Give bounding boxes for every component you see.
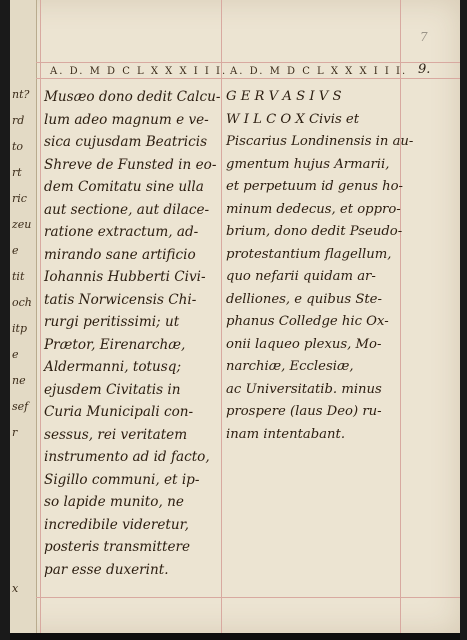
manuscript-page <box>10 0 460 633</box>
text-line: tatis Norwicensis Chi- <box>44 291 197 308</box>
margin-fragment: ne <box>12 374 26 387</box>
folio-number: 9. <box>418 62 431 77</box>
margin-fragment: ric <box>12 192 27 205</box>
pencil-page-number: 7 <box>420 30 428 44</box>
facing-page-edge <box>10 0 37 633</box>
text-line: Iohannis Hubberti Civi- <box>44 269 206 285</box>
margin-fragment: e <box>12 244 19 257</box>
right-column-header: A. D. M D C L X X X I I I. <box>230 66 408 77</box>
bottom-rule <box>36 597 460 598</box>
margin-fragment: tit <box>12 270 25 283</box>
text-line: Aldermanni, totusq; <box>44 359 182 375</box>
left-text-column <box>44 86 220 581</box>
text-line: lum adeo magnum e ve- <box>44 111 209 128</box>
text-line: prospere (laus Deo) ru- <box>226 404 382 419</box>
margin-fragment: rt <box>12 166 22 179</box>
text-line: phanus Colledge hic Ox- <box>226 314 389 329</box>
text-line: Sigillo communi, et ip- <box>44 471 200 488</box>
left-column-header: A. D. M D C L X X X I I I. <box>50 66 228 77</box>
text-line: incredibile videretur, <box>44 516 189 533</box>
margin-fragment: e <box>12 348 19 361</box>
right-text-column <box>226 86 413 446</box>
header-rule-bottom <box>36 78 460 79</box>
text-line: onii laqueo plexus, Mo- <box>226 336 382 352</box>
text-line: delliones, e quibus Ste- <box>226 291 382 307</box>
text-line: rurgi peritissimi; ut <box>44 314 180 330</box>
text-line: quo nefarii quidam ar- <box>226 269 376 284</box>
margin-fragment: x <box>12 582 19 595</box>
text-line: posteris transmittere <box>44 539 191 555</box>
text-line: brium, dono dedit Pseudo- <box>226 224 403 239</box>
text-line: dem Comitatu sine ulla <box>44 179 204 195</box>
text-line: G E R V A S I V S <box>226 89 342 104</box>
margin-fragment: itp <box>12 322 27 335</box>
text-line: Prætor, Eirenarchæ, <box>44 336 186 353</box>
text-line: sica cujusdam Beatricis <box>44 134 208 150</box>
left-margin-rule <box>40 0 41 633</box>
text-line: so lapide munito, ne <box>44 494 184 510</box>
margin-fragment: nt? <box>12 88 30 101</box>
text-line: W I L C O X Civis et <box>226 111 360 127</box>
text-line: mirando sane artificio <box>44 246 196 263</box>
text-line: instrumento ad id facto, <box>44 449 210 465</box>
text-line: minum dedecus, et oppro- <box>226 201 401 217</box>
margin-fragment: och <box>12 296 32 309</box>
header-rule-top <box>36 62 460 63</box>
text-line: inam intentabant. <box>226 426 346 442</box>
margin-fragment: zeu <box>12 218 32 231</box>
text-line: narchiæ, Ecclesiæ, <box>226 359 354 374</box>
text-line: aut sectione, aut dilace- <box>44 201 210 218</box>
text-line: par esse duxerint. <box>44 561 169 578</box>
text-line: protestantium flagellum, <box>226 246 392 262</box>
text-line: et perpetuum id genus ho- <box>226 179 404 194</box>
page-bottom-edge <box>10 633 460 640</box>
margin-fragment: r <box>12 426 18 439</box>
column-divider-rule <box>221 0 222 633</box>
text-line: ratione extractum, ad- <box>44 224 199 240</box>
margin-fragment: rd <box>12 114 25 127</box>
text-line: sessus, rei veritatem <box>44 426 188 443</box>
text-line: Curia Municipali con- <box>44 404 194 420</box>
text-line: Shreve de Funsted in eo- <box>44 156 217 173</box>
margin-fragment: to <box>12 140 24 153</box>
margin-fragment: sef <box>12 400 29 413</box>
text-line: gmentum hujus Armarii, <box>226 156 390 172</box>
text-line: ac Universitatib. minus <box>226 381 382 397</box>
text-line: Musæo dono dedit Calcu- <box>44 89 221 105</box>
text-line: Piscarius Londinensis in au- <box>226 134 414 149</box>
text-line: ejusdem Civitatis in <box>44 381 181 398</box>
